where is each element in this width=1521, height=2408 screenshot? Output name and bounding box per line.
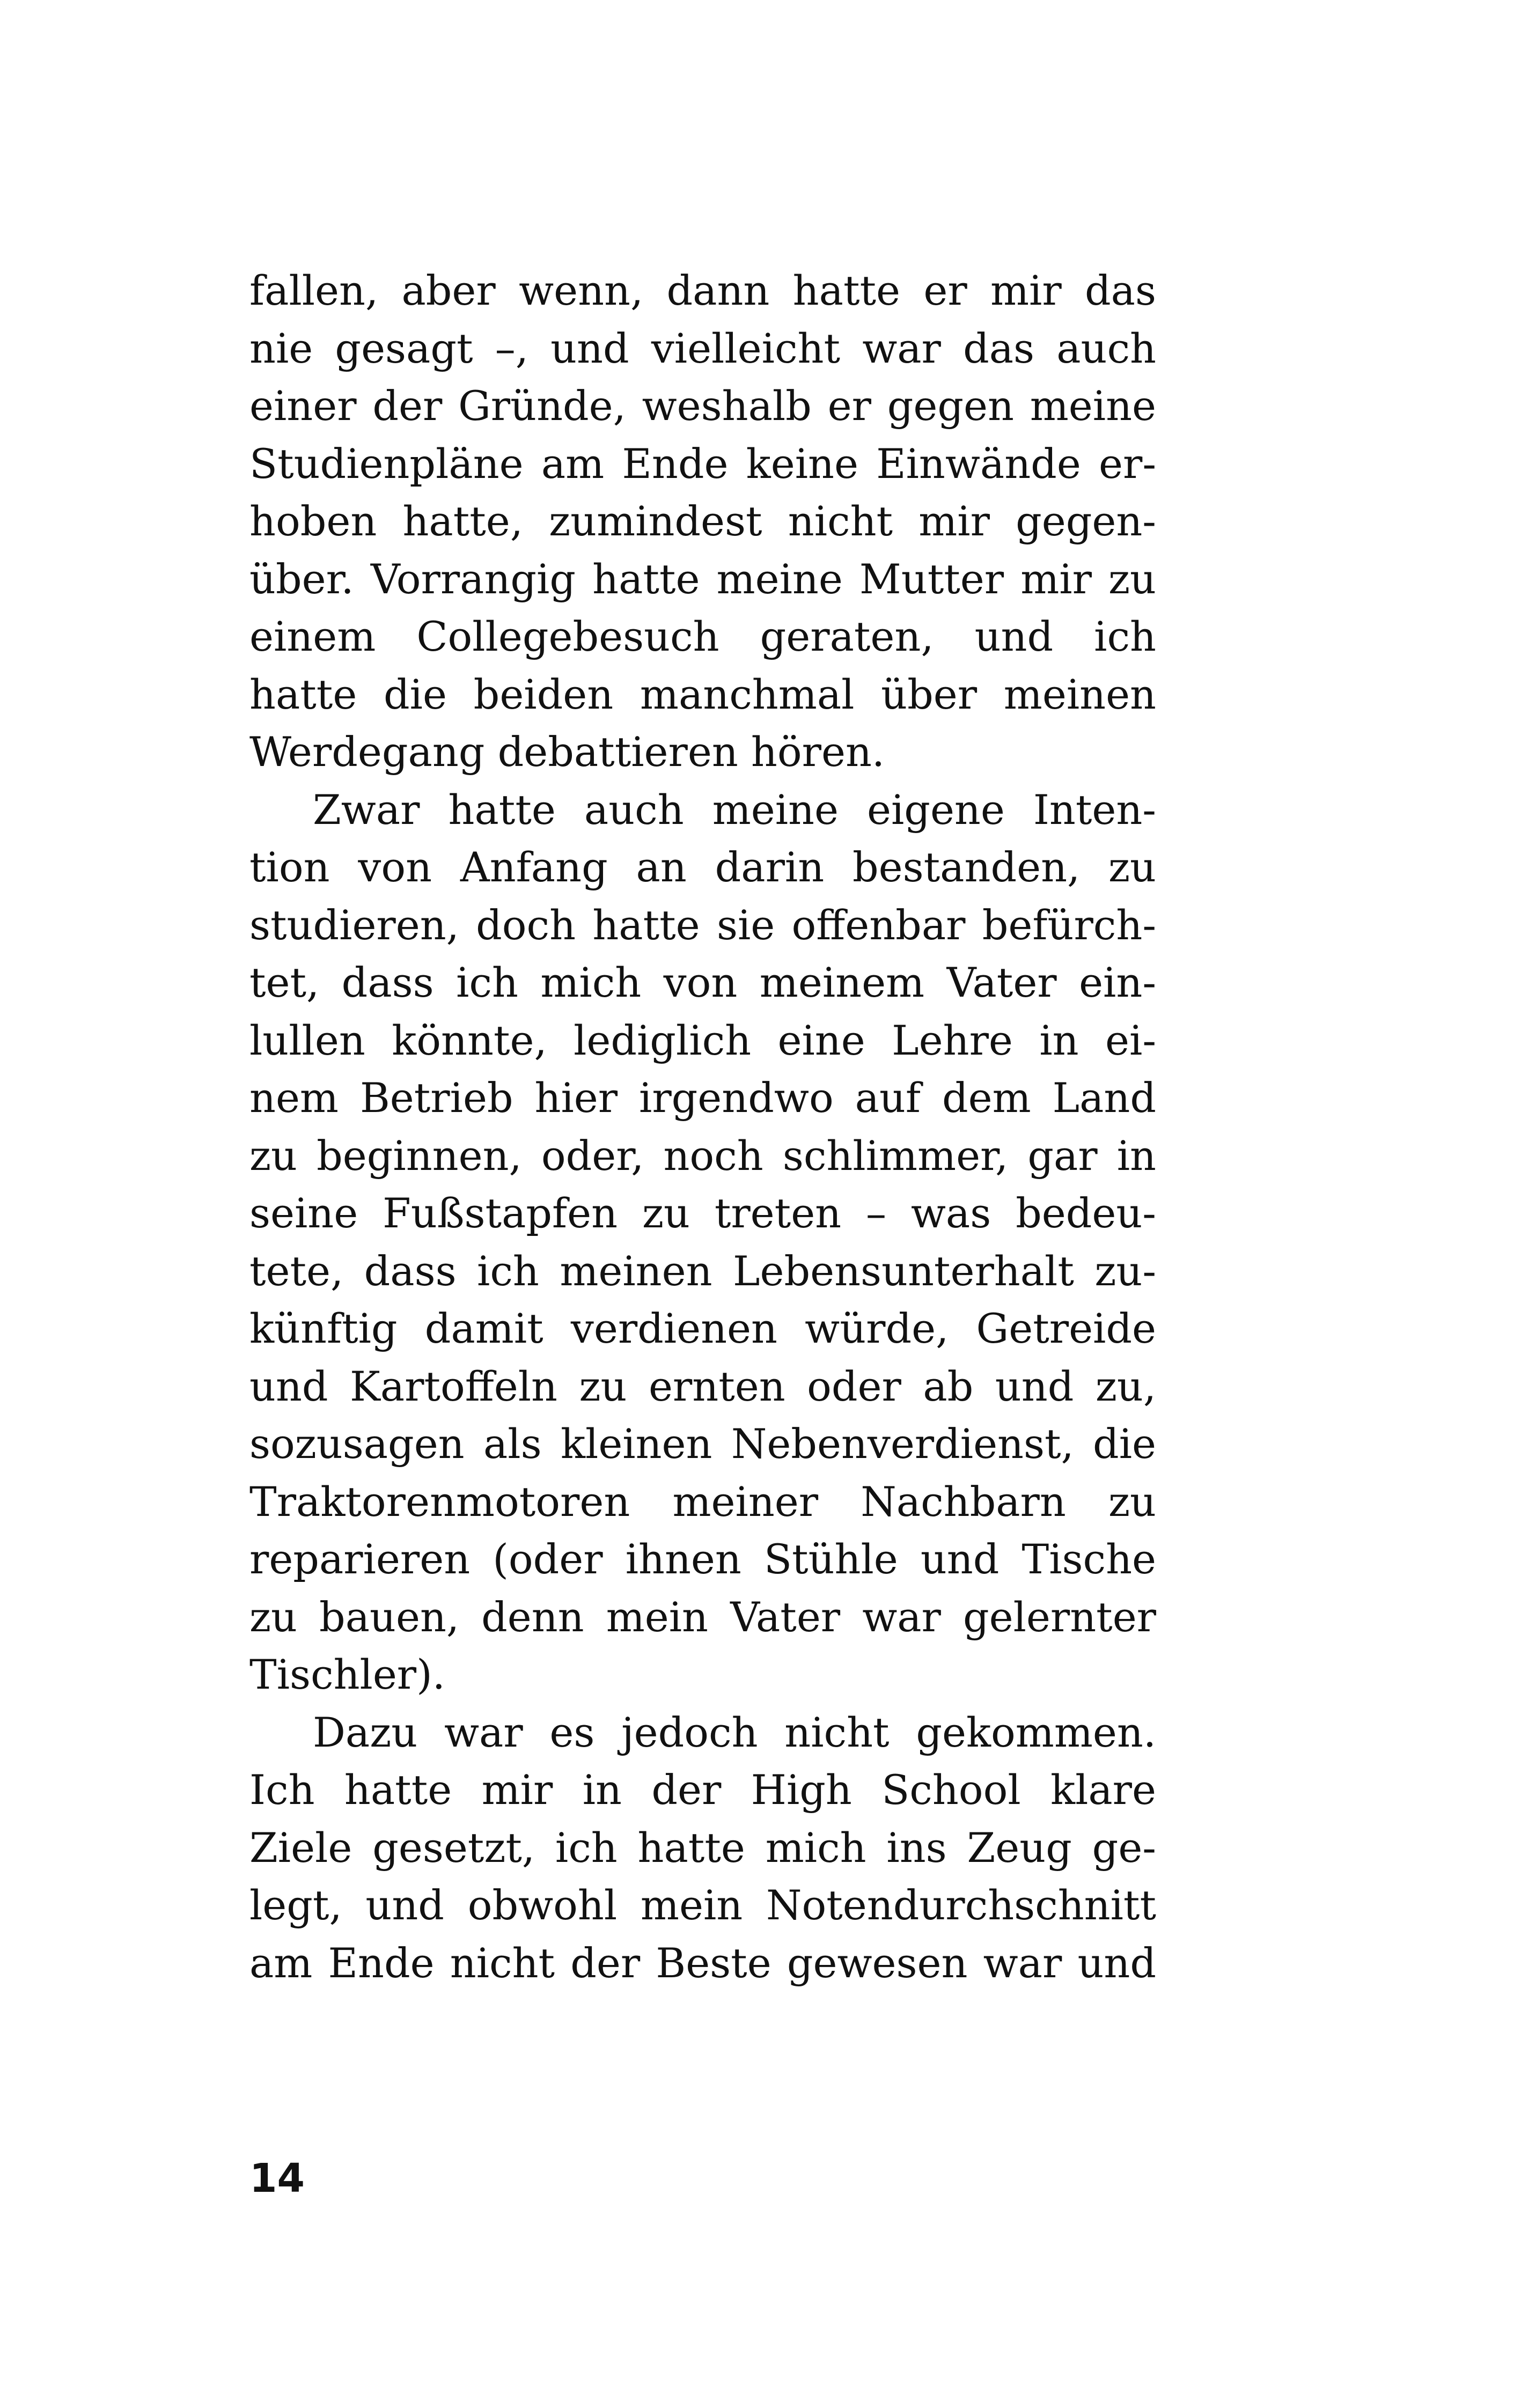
paragraph-2-line: nem Betrieb hier irgendwo auf dem Land (249, 1074, 1156, 1122)
paragraph-1-line: fallen, aber wenn, dann hatte er mir das (249, 267, 1156, 314)
paragraph-2-line: Tischler). (249, 1651, 445, 1698)
paragraph-2-line: seine Fußstapfen zu treten – was bedeu- (249, 1189, 1156, 1237)
paragraph-3-line: am Ende nicht der Beste gewesen war und (249, 1939, 1156, 1987)
paragraph-1-line: Studienpläne am Ende keine Einwände er- (249, 439, 1156, 488)
paragraph-3-line: Dazu war es jedoch nicht gekommen. (313, 1708, 1156, 1756)
page-number: 14 (249, 2155, 305, 2201)
paragraph-2-line: zu beginnen, oder, noch schlimmer, gar in (249, 1131, 1156, 1180)
body-text (249, 262, 1156, 1992)
paragraph-2-line: tion von Anfang an darin bestanden, zu (249, 843, 1156, 891)
paragraph-1-line: einer der Gründe, weshalb er gegen meine (249, 382, 1156, 430)
paragraph-2-line: reparieren (oder ihnen Stühle und Tische (249, 1535, 1156, 1583)
paragraph-1-line: Werdegang debattieren hören. (249, 728, 885, 776)
paragraph-2-line: studieren, doch hatte sie offenbar befürch- (249, 901, 1156, 949)
paragraph-1-line: hoben hatte, zumindest nicht mir gegen- (249, 497, 1156, 545)
paragraph-2-line: künftig damit verdienen würde, Getreide (249, 1305, 1156, 1352)
paragraph-2-line: und Kartoffeln zu ernten oder ab und zu, (249, 1362, 1156, 1410)
paragraph-2-line: sozusagen als kleinen Nebenverdienst, die (249, 1420, 1156, 1468)
paragraph-3-line: Ziele gesetzt, ich hatte mich ins Zeug ge- (249, 1823, 1156, 1872)
paragraph-1-line: über. Vorrangig hatte meine Mutter mir zu (249, 555, 1156, 603)
paragraph-1-line: einem Collegebesuch geraten, und ich (249, 613, 1156, 660)
paragraph-2-line: Zwar hatte auch meine eigene Inten- (313, 785, 1156, 834)
paragraph-2-line: lullen könnte, lediglich eine Lehre in ei- (249, 1016, 1156, 1064)
paragraph-1-line: nie gesagt –, und vielleicht war das auch (249, 324, 1156, 372)
paragraph-2-line: tete, dass ich meinen Lebensunterhalt zu- (249, 1247, 1156, 1295)
paragraph-2-line: Traktorenmotoren meiner Nachbarn zu (249, 1477, 1156, 1526)
paragraph-1-line: hatte die beiden manchmal über meinen (249, 670, 1156, 718)
paragraph-2-line: tet, dass ich mich von meinem Vater ein- (249, 959, 1156, 1006)
paragraph-3-line: Ich hatte mir in der High School klare (249, 1766, 1156, 1814)
paragraph-3-line: legt, und obwohl mein Notendurchschnitt (249, 1881, 1156, 1929)
paragraph-2-line: zu bauen, denn mein Vater war gelernter (249, 1593, 1156, 1641)
